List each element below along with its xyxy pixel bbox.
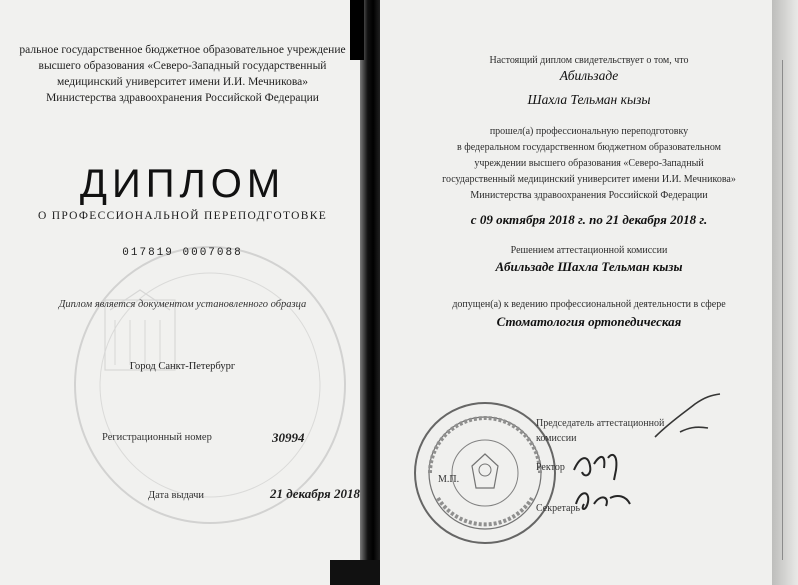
registration-number: 30994 [272,430,305,445]
issuer-line: высшего образования «Северо-Западный государственный [38,60,327,72]
rector-signature-icon [570,448,630,482]
issuer-line: ральное государственное бюджетное образовательное учреждение [19,44,346,56]
surname: Абильзаде [559,68,619,83]
full-name: Абильзаде Шахла Тельман кызы [495,259,683,274]
training-line: государственный медицинский университет имени И.И. Мечникова» [442,174,736,185]
binding-spine [360,0,382,585]
validity-note: Диплом является документом установленного образца [58,299,307,310]
issuer-line: медицинский университет имени И.И. Мечникова» [57,76,308,88]
chair-label-line2: комиссии [536,433,577,444]
chair-signature-icon [650,392,730,442]
specialty: Стоматология ортопедическая [496,314,682,329]
training-line: Министерства здравоохранения Российской Федерации [470,190,708,201]
issuer-line: Министерства здравоохранения Российской Федерации [46,92,319,104]
commission-decision: Решением аттестационной комиссии [510,245,668,256]
admitted-text: допущен(а) к ведению профессиональной деятельности в сфере [452,299,726,310]
training-period: с 09 октября 2018 г. по 21 декабря 2018 г. [470,212,708,227]
left-page [0,0,372,585]
secretary-label: Секретарь [536,503,581,514]
secretary-signature-icon [570,484,640,518]
chair-label-line1: Председатель аттестационной [536,418,665,429]
binding-spine-top [350,0,364,60]
training-line: прошел(а) профессиональную переподготовку [489,126,689,137]
issue-date: 21 декабря 2018 [270,486,360,501]
rector-label: Ректор [536,462,565,473]
page-edge [772,0,798,585]
diploma-title: ДИПЛОМ [79,162,286,206]
registration-label: Регистрационный номер [102,432,212,443]
city-line: Город Санкт-Петербург [129,361,236,372]
diploma-number: 017819 0007088 [122,247,243,259]
issue-date-label: Дата выдачи [148,490,205,501]
right-page [380,0,798,585]
training-line: учреждении высшего образования «Северо-Западный [474,158,704,169]
diploma-subtitle: О ПРОФЕССИОНАЛЬНОЙ ПЕРЕПОДГОТОВКЕ [37,210,328,222]
given-names: Шахла Тельман кызы [527,92,651,107]
training-line: в федеральном государственном бюджетном образовательном [457,142,721,153]
stamp-mark: М.П. [438,474,460,485]
page-edge-line [782,60,783,560]
intro-text: Настоящий диплом свидетельствует о том, что [489,55,689,66]
